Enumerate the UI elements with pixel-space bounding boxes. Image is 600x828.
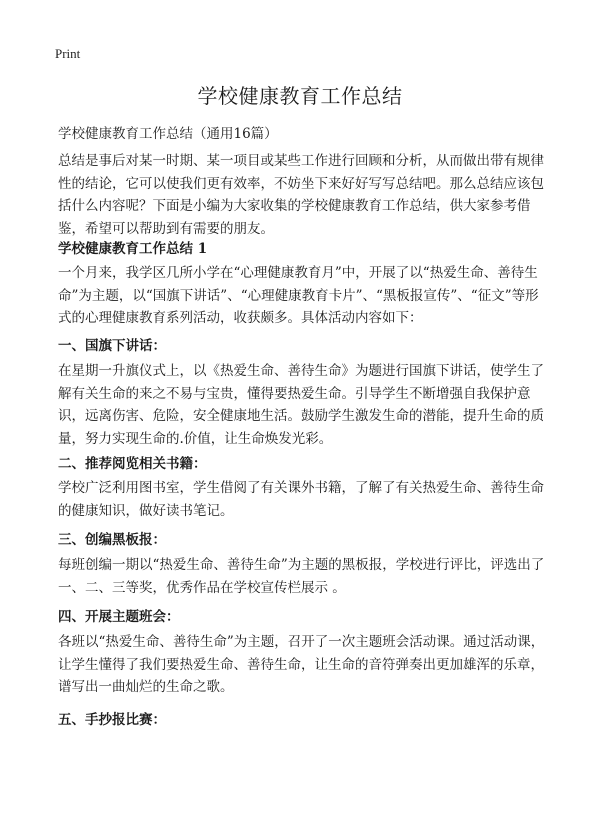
section-title: 学校健康教育工作总结 1	[58, 241, 208, 257]
item-heading-5: 五、手抄报比赛：	[58, 712, 166, 728]
item-heading-3: 三、创编黑板报：	[58, 532, 166, 548]
document-subtitle: 学校健康教育工作总结（通用16篇）	[58, 126, 278, 142]
item-text-2: 学校广泛利用图书室，学生借阅了有关课外书籍，了解了有关热爱生命、善待生命的健康知识，做好读书笔记。	[58, 480, 544, 519]
item-heading-1: 一、国旗下讲话：	[58, 338, 166, 354]
item-heading-2: 二、推荐阅览相关书籍：	[58, 456, 207, 472]
item-heading-4: 四、开展主题班会：	[58, 609, 180, 625]
document-title: 学校健康教育工作总结	[197, 84, 403, 108]
item-text-4: 各班以“热爱生命、善待生命”为主题，召开了一次主题班会活动课。通过活动课，让学生懂得了我们要热爱生命、善待生命，让生命的音符弹奏出更加雄浑的乐章，谱写出一曲灿烂的生命之歌。	[58, 634, 545, 695]
intro-paragraph: 总结是事后对某一时期、某一项目或某些工作进行回顾和分析，从而做出带有规律性的结论，它可以使我们更有效率，不妨坐下来好好写写总结吧。那么总结应该包括什么内容呢？下面是小编为大家收集的学校健康教育工作总结，供大家参考借鉴，希望可以帮助到有需要的朋友。	[58, 153, 544, 237]
print-label[interactable]: Print	[55, 46, 81, 61]
item-text-3: 每班创编一期以“热爱生命、善待生命”为主题的黑板报，学校进行评比，评选出了一、二、三等奖，优秀作品在学校宣传栏展示 。	[58, 557, 545, 596]
item-text-1: 在星期一升旗仪式上，以《热爱生命、善待生命》为题进行国旗下讲话，使学生了解有关生命的来之不易与宝贵，懂得要热爱生命。引导学生不断增强自我保护意识，远离伤害、危险，安全健康地生活。鼓励学生激发生命的潜能，提升生命的质量，努力实现生命的.价值，让生命焕发光彩。	[58, 363, 544, 447]
section-intro-paragraph: 一个月来，我学区几所小学在“心理健康教育月”中，开展了以“热爱生命、善待生命”为主题，以“国旗下讲话”、“心理健康教育卡片”、“黑板报宣传”、“征文”等形式的心理健康教育系列活动，收获颇多。具体活动内容如下：	[58, 265, 539, 326]
